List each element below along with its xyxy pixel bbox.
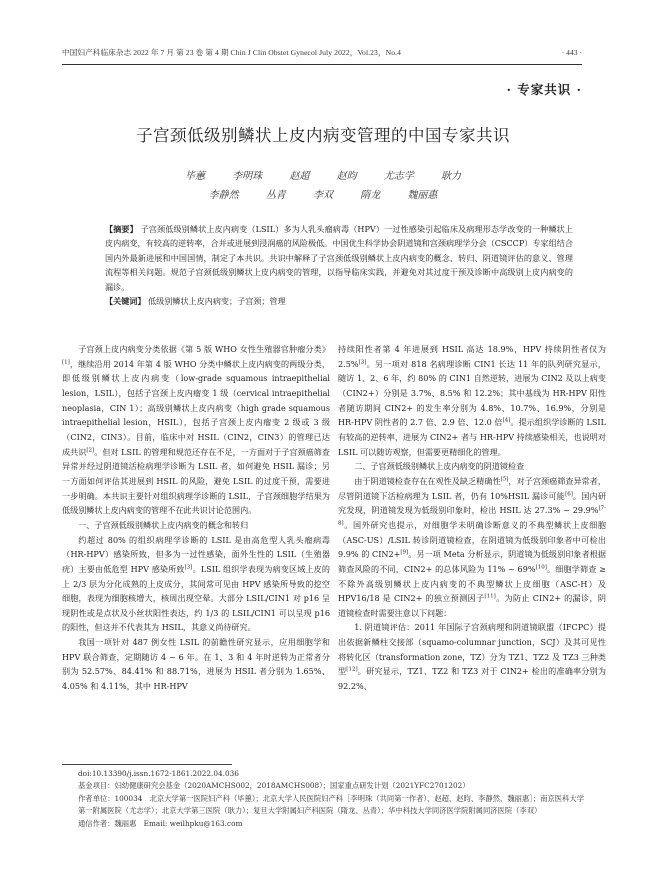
author-name: 耿力 bbox=[440, 171, 461, 182]
author-name: 丛青 bbox=[265, 190, 286, 201]
article-title: 子宫颈低级别鳞状上皮内病变管理的中国专家共识 bbox=[136, 126, 510, 145]
citation: [5] bbox=[500, 476, 509, 483]
correspondence: 通信作者：魏丽惠 Email: weilhpku@163.com bbox=[78, 818, 243, 828]
citation: [10] bbox=[535, 564, 547, 571]
abstract-label: 【摘要】 bbox=[105, 224, 138, 234]
author-name: 赵昀 bbox=[336, 171, 357, 182]
keywords-text: 低级别鳞状上皮内病变；子宫颈；管理 bbox=[148, 296, 286, 307]
abstract-text: 子宫颈低级别鳞状上皮内病变（LSIL）多为人乳头瘤病毒（HPV）一过性感染引起临床及病理形态学改变的一种鳞状上皮内病变，有较高的逆转率，合并或进展到浸润癌的风险极低。中国优生科学协会阴道镜和宫颈病理学分会（CSCCP）专家组结合国内外最新进展和中国国情，制定了本共识。共识中解释了子宫颈低级别鳞状上皮内病变的概念、转归、阴道镜评估的意义、管理流程等相关问题。规范子宫颈低级别鳞状上皮内病变的管理，以指导临床实践，并避免对其过度干预及诊断中高级别上皮内病变的漏诊。 bbox=[105, 224, 573, 292]
doi: doi:10.13390/j.issn.1672-1861.2022.04.036 bbox=[78, 769, 239, 778]
citation: [4] bbox=[502, 417, 511, 424]
author-name: 李双 bbox=[313, 190, 333, 201]
journal-citation: 中国妇产科临床杂志 2022 年 7 月 第 23 卷 第 4 期 Chin J Clin Obstet Gynecol July 2022，Vol.23，No.4 bbox=[62, 48, 402, 57]
citation: [11] bbox=[484, 593, 496, 600]
running-header bbox=[62, 46, 582, 60]
funding: 基金项目：妇幼健康研究会基金（2020AMCHS002，2018AMCHS008）；国家重点研发计划（2021YFC2701202） bbox=[78, 781, 470, 791]
keywords-label: 【关键词】 bbox=[105, 296, 146, 307]
author-name: 李静然 bbox=[208, 190, 239, 201]
author-name: 魏丽惠 bbox=[407, 190, 438, 201]
header-rule bbox=[62, 64, 582, 65]
footnotes bbox=[78, 768, 584, 830]
paragraph: 约超过 80% 的组织病理学诊断的 LSIL 是由高危型人乳头瘤病毒（HR-HPV）感染所致，但多为一过性感染，面外生性的 LSIL（生殖器疣）主要由低危型 HPV 感染所致[3]。LSIL 组织学表现为病变区域上皮的上 2/3 层为分化成熟的上皮成分，其间常可见由 HPV 感染所导致的挖空细胞，表现为细胞核增大，核周出现空晕。大部分 LSIL/CIN1 对 p16 呈现阴性或是点状及小丝状阳性表达，约 1/3 的 LSIL/CIN1 可以呈现 p16 的阳性，但这并不代表其为 HSIL，其意义尚待研究。 bbox=[62, 534, 330, 633]
left-column bbox=[62, 342, 330, 694]
paragraph: 1. 阴道镜评估：2011 年国际子宫颈病理和阴道镜联盟（IFCPC）提出依据新鳞柱交接部（squamo-columnar junction，SCJ）及其可见性将转化区（transformation zone，TZ）分为 TZ1、TZ2 及 TZ3 三种类型[12]。研究显示，TZ1、TZ2 和 TZ3 对于 CIN2+ 检出的准确率分别为 92.2%、 bbox=[338, 622, 606, 692]
author-name: 赵超 bbox=[289, 171, 310, 182]
citation: [12] bbox=[346, 666, 358, 673]
author-name: 毕蕙 bbox=[185, 171, 206, 182]
paragraph: 子宫颈上皮内病变分类依据《第 5 版 WHO 女性生殖器官肿瘤分类》[1]，继续沿用 2014 年第 4 版 WHO 分类中鳞状上皮内病变的两级分类，即低级别鳞状上皮内病变（low-grade squamous intraepithelial lesion，LSIL），包括子宫颈上皮内瘤变 1 级（cervical intraepithelial neoplasia，CIN 1）；高级别鳞状上皮内病变（high grade squamous intraepithelial lesion，HSIL），包括子宫颈上皮内瘤变 2 级或 3 级（CIN2，CIN3）。目前，临床中对 HSIL（CIN2，CIN3）的管理已达成共识[2]。但对 LSIL 的管理和规范还存在不足，一方面对于子宫颈癌筛查异常并经过阴道镜活检病理学诊断为 LSIL 者，如何避免 HSIL 漏诊；另一方面如何评估其进展到 HSIL 的风险，避免 LSIL 的过度干预，需要进一步明确。本共识主要针对组织病理学诊断的 LSIL，子宫颈细胞学结果为低级别鳞状上皮内病变的管理不在此共识讨论范围内。 bbox=[62, 344, 330, 516]
citation: [3] bbox=[184, 564, 193, 571]
section-label: · 专家共识 · bbox=[506, 82, 582, 97]
author-line-1 bbox=[0, 167, 646, 182]
citation: [6] bbox=[565, 490, 573, 497]
paragraph: 持续阳性者第 4 年进展到 HSIL 高达 18.9%，HPV 持续阴性者仅为 2.5%[3]。另一项对 818 名病理诊断 CIN1 长达 11 年的队列研究显示，随访 1、2、6 年，约 80% 的 CIN1 自然逆转，进展为 CIN2 及以上病变（CIN2+）分别是 3.7%、8.5% 和 12.2%；其中基线为 HR-HPV 阳性者随访期间 CIN2+ 的发生率分别为 4.8%、10.7%、16.9%，分别是 HR-HPV 阴性者的 2.7 倍、2.9 倍、12.0 倍[4]。提示组织学诊断的 LSIL 有较高的逆转率，进展为 CIN2+ 者与 HR-HPV 持续感染相关，也说明对 LSIL 可以随访观察，但需要更精细化的管理。 bbox=[338, 344, 606, 457]
paragraph: 由于阴道镜检查存在在观性及缺乏精确性[5]，对子宫颈癌筛查异常者，尽管阴道镜下活检病理为 LSIL 者，仍有 10%HSIL 漏诊可能[6]。国内研究发现，阴道镜发现为低级别印象时，检出 HSIL 达 27.3% ~ 29.9%[7-8]。国外研究也提示，对细胞学未明确诊断意义的不典型鳞状上皮细胞（ASC-US）/LSIL 转诊阴道镜检查，在阴道镜为低级别印象者中可检出 9.9% 的 CIN2+[9]。另一项 Meta 分析显示，阴道镜为低级别印象者根据筛查风险的不同，CIN2+ 的总体风险为 11% ~ 69%[10]。细胞学筛查 ≥ 不除外高级别鳞状上皮内病变的不典型鳞状上皮细胞（ASC-H）及 HPV16/18 是 CIN2+ 的独立预测因子[11]。为防止 CIN2+ 的漏诊，阴道镜检查时需要注意以下问题： bbox=[338, 475, 606, 618]
footnote-rule bbox=[62, 764, 232, 765]
author-name: 尤志学 bbox=[383, 171, 414, 182]
citation: [2] bbox=[86, 446, 95, 453]
citation: [3] bbox=[358, 358, 367, 365]
section-heading: 一、子宫颈低级别鳞状上皮内病变的概念和转归 bbox=[78, 519, 249, 530]
right-column bbox=[338, 342, 606, 694]
citation: [9] bbox=[400, 549, 409, 556]
affiliations: 作者单位：100034 北京大学第一医院妇产科（毕蕙）；北京大学人民医院妇产科［李明珠（共同第一作者）、赵超、赵昀、李静然、魏丽惠］；南京医科大学第一附属医院（尤志学）；北京大学第三医院（耿力）；复旦大学附属妇产科医院（隋龙、丛青）；华中科技大学同济医学院附属同济医院（李双） bbox=[78, 793, 584, 816]
section-heading: 二、子宫颈低级别鳞状上皮内病变的阴道镜检查 bbox=[354, 461, 525, 472]
author-name: 李明珠 bbox=[232, 171, 263, 182]
paragraph: 我国一项针对 487 例女性 LSIL 的前瞻性研究显示，应用细胞学和 HPV 联合筛查，定期随访 4 ~ 6 年。在 1、3 和 4 年时逆转为正常者分别为 52.57%、84.41% 和 88.71%，进展为 HSIL 者分别为 1.65%、4.05% 和 4.11%，其中 HR-HPV bbox=[62, 637, 330, 692]
author-line-2 bbox=[0, 186, 646, 201]
abstract bbox=[105, 222, 573, 308]
author-name: 隋龙 bbox=[360, 190, 381, 201]
citation: [7-8] bbox=[338, 505, 606, 527]
page-number: · 443 · bbox=[561, 48, 582, 57]
citation: [1] bbox=[62, 358, 70, 365]
